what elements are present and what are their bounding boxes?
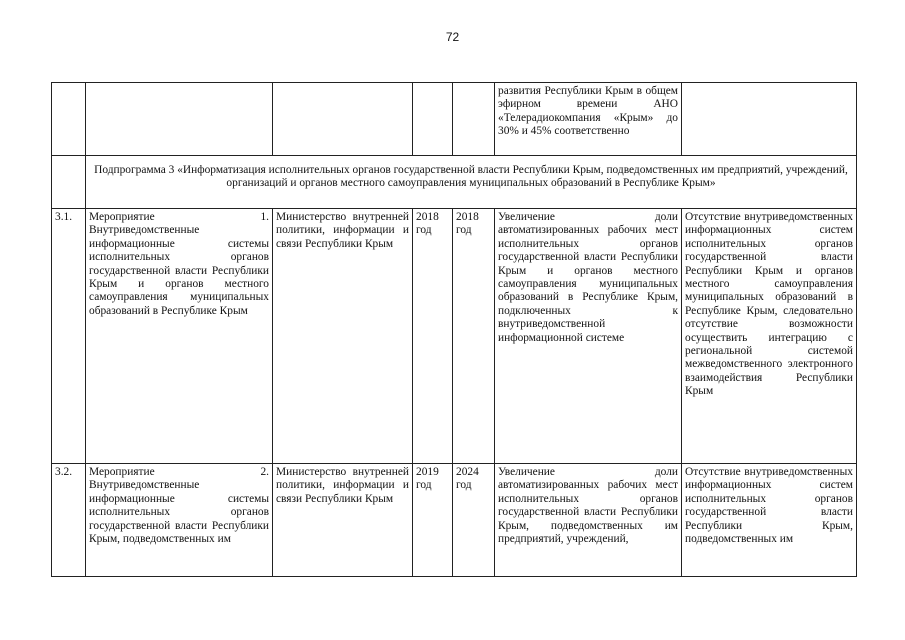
cell-start: 2019 год [413,464,453,577]
cell-executor [273,83,413,156]
cell-measure [86,83,273,156]
cell-measure-text: Мероприятие 2. Внутриведомственные информационные системы исполнительных органов государственной власти Республики Крым, подведомственных им [89,466,269,546]
page-number: 72 [445,30,460,44]
cell-num: 3.1. [52,209,86,464]
cell-num [52,83,86,156]
cell-result-text: Увеличение доли автоматизированных рабочих мест исполнительных органов государственной власти Республики Крым, подведомственных им предприятий, учреждений, [498,466,678,546]
table-row-subprogram [52,156,857,209]
cell-result: Увеличение доли автоматизированных рабочих мест исполнительных органов государственной власти Республики Крым и органов местного самоуправления муниципальных образований в Республике Крым, подключенных к внутриведомственной информационной системе [495,209,682,464]
cell-consequence-text: Отсутствие внутриведомственных информационных систем исполнительных органов государственной власти Республики Крым, подведомственных им [685,466,853,546]
cell-result [495,464,682,577]
cell-end: 2024 год [453,464,495,577]
cell-start [413,83,453,156]
cell-executor [273,464,413,577]
cell-measure [86,464,273,577]
cell-start: 2018 год [413,209,453,464]
cell-result: развития Республики Крым в общем эфирном времени АНО «Телерадиокомпания «Крым» до 30% и 45% соответственно [495,83,682,156]
cell-end [453,83,495,156]
cell-consequence: Отсутствие внутриведомственных информационных систем исполнительных органов государственной власти Республики Крым и органов местного самоуправления муниципальных образований в Республике Крым, следовательно отсутствие возможности осуществить интеграцию с региональной системой межведомственного электронного взаимодействия Республики Крым [682,209,857,464]
cell-num [52,156,86,209]
cell-measure: Мероприятие 1. Внутриведомственные информационные системы исполнительных органов государственной власти Республики Крым и органов местного самоуправления муниципальных образований в Республике Крым [86,209,273,464]
subprogram-title: Подпрограмма 3 «Информатизация исполнительных органов государственной власти Республики Крым, подведомственных им предприятий, учреждений, организаций и органов местного самоуправления муниципальных образований в Республике Крым» [86,156,857,209]
cell-consequence [682,83,857,156]
table-row [52,209,857,464]
program-table [51,82,857,577]
table-row [52,464,857,577]
cell-num: 3.2. [52,464,86,577]
table-row-continuation [52,83,857,156]
cell-executor: Министерство внутренней политики, информации и связи Республики Крым [273,209,413,464]
cell-end: 2018 год [453,209,495,464]
cell-consequence [682,464,857,577]
cell-executor-text: Министерство внутренней политики, информации и связи Республики Крым [276,466,409,505]
